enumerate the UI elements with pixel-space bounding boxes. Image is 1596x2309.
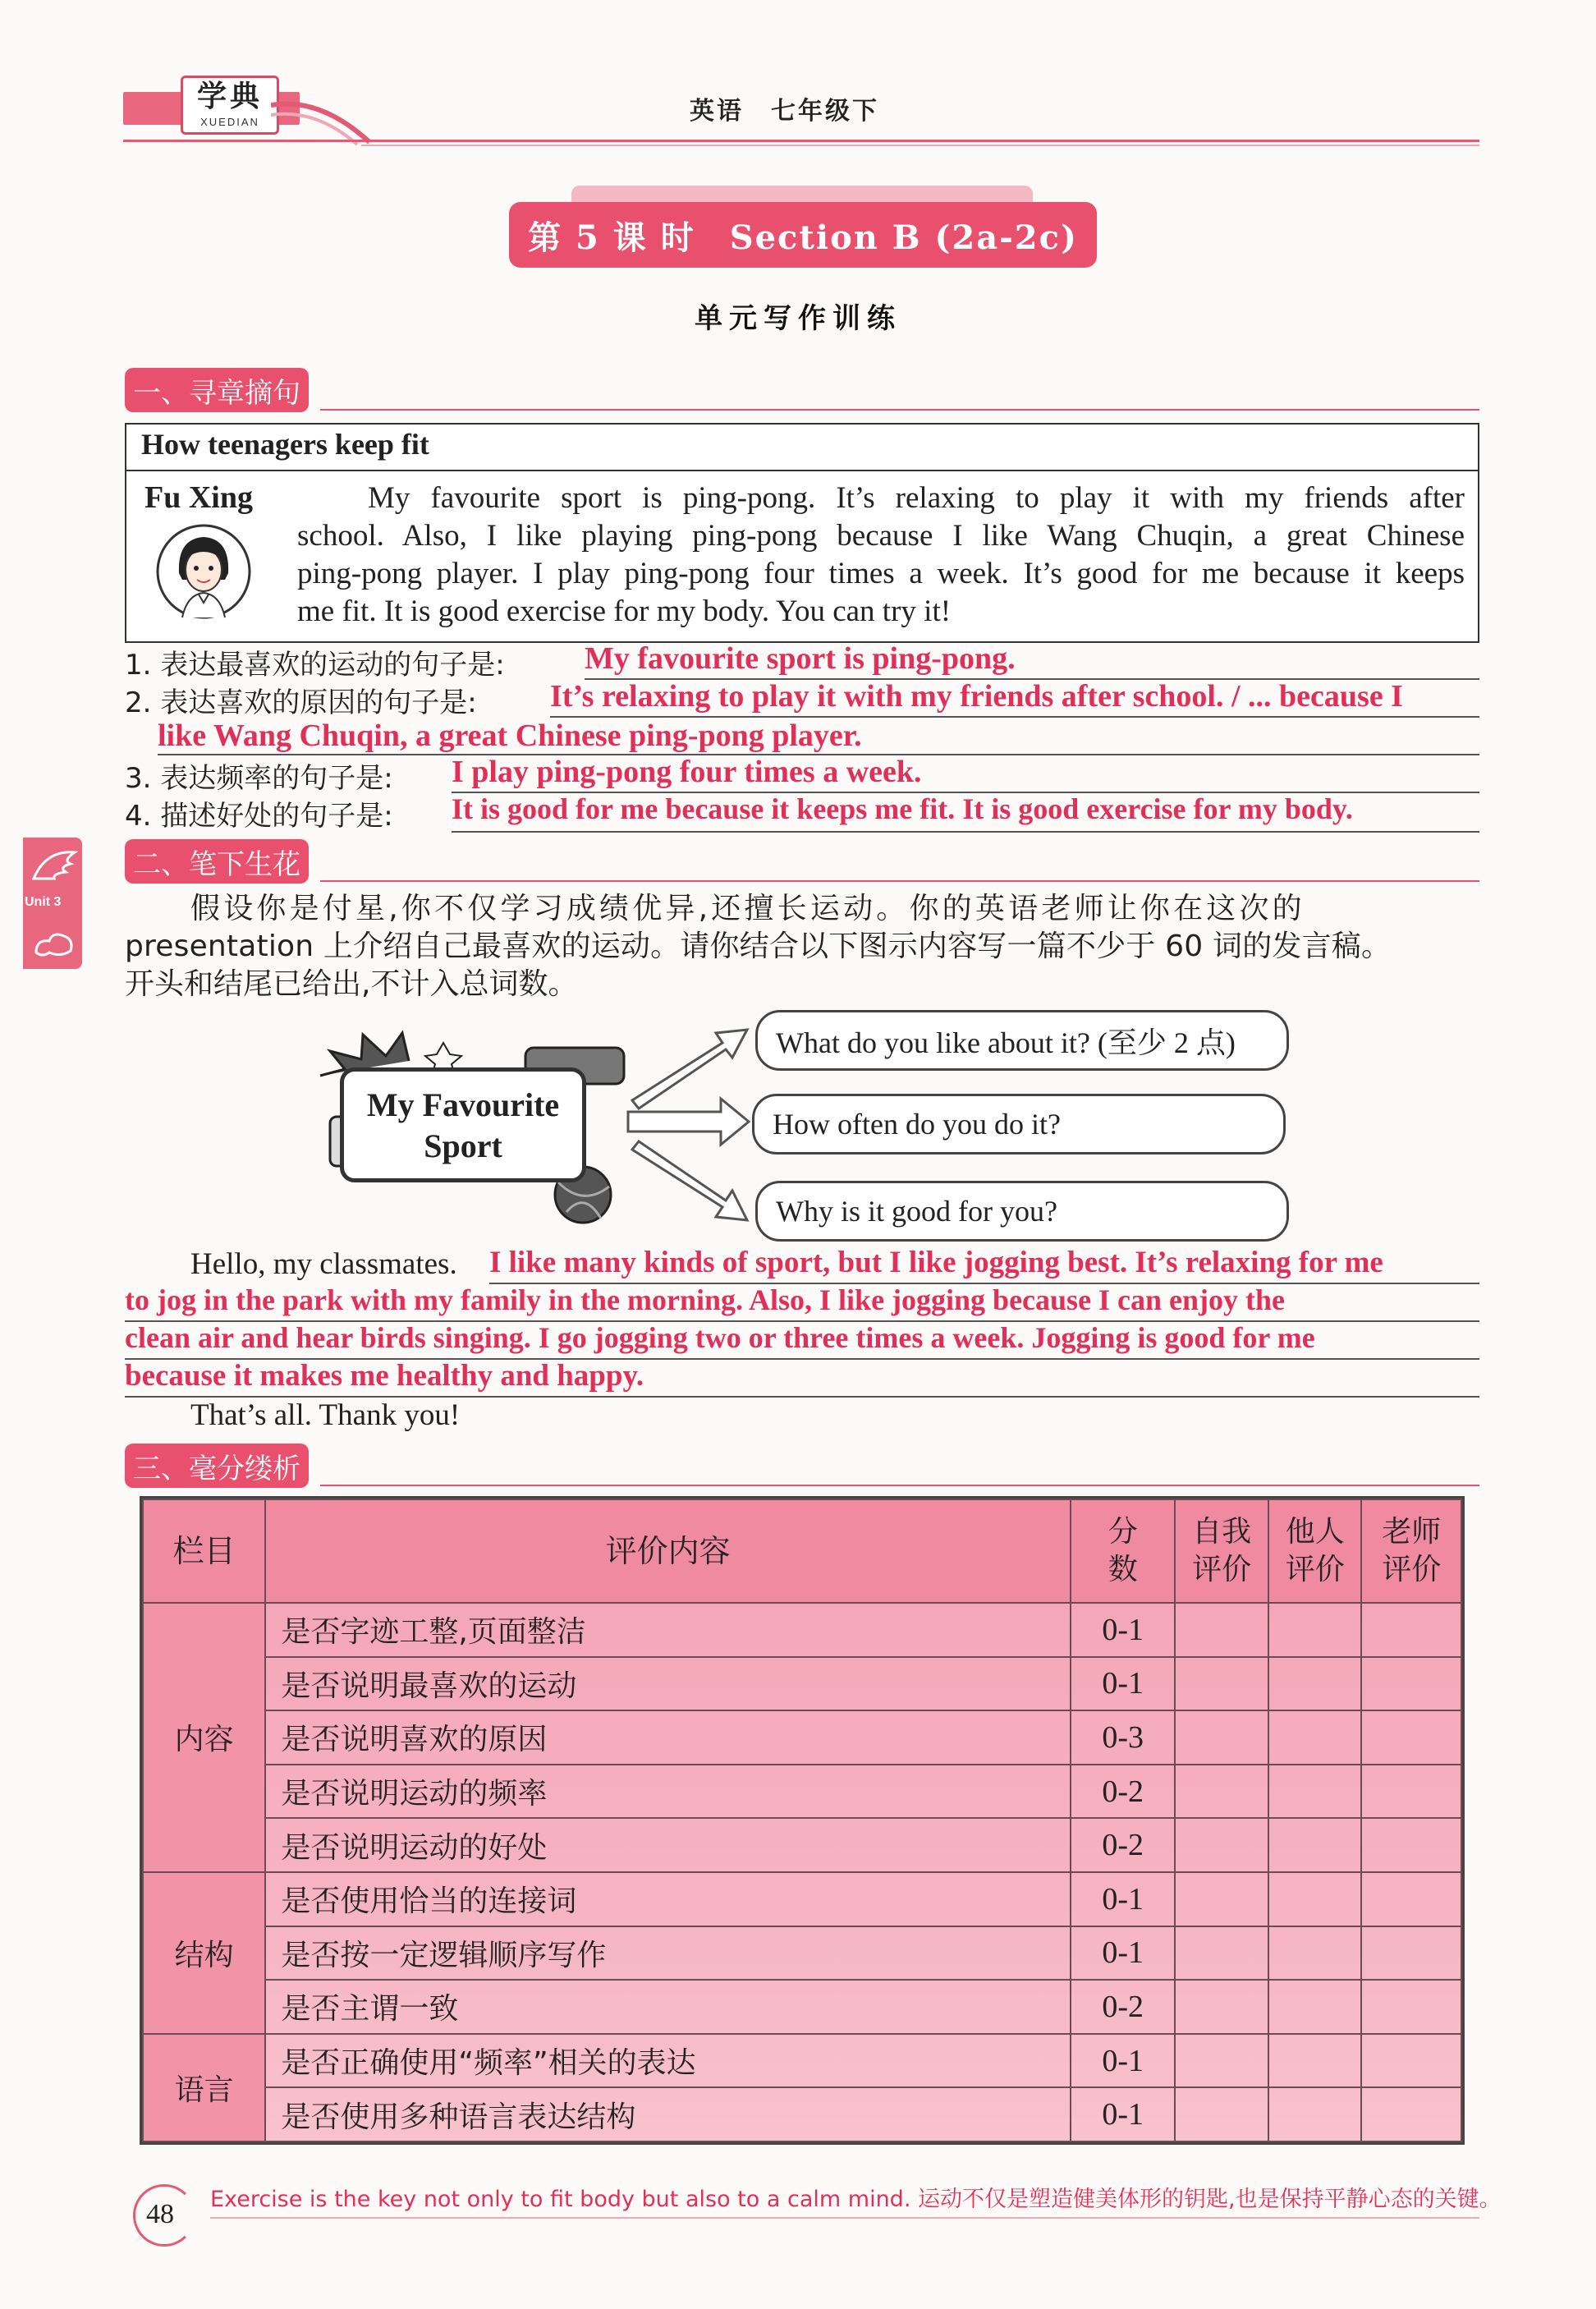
row-item: 是否说明喜欢的原因 (265, 1710, 1071, 1765)
self-eval-cell[interactable] (1175, 1818, 1268, 1872)
cloud-swirl-icon (31, 928, 77, 961)
prompt-bubble-2: How often do you do it? (752, 1094, 1286, 1154)
self-eval-cell[interactable] (1175, 1980, 1268, 2034)
row-score: 0-1 (1071, 1657, 1175, 1711)
self-eval-cell[interactable] (1175, 1926, 1268, 1981)
header-score (1071, 1499, 1175, 1603)
peer-eval-cell[interactable] (1268, 1657, 1362, 1711)
row-item: 是否主谓一致 (265, 1980, 1071, 2034)
girl-avatar-icon (154, 522, 253, 621)
reading-line-2: school. Also, I like playing ping-pong because I like Wang Chuqin, a great Chinese (297, 519, 1465, 553)
teacher-eval-cell[interactable] (1361, 2034, 1461, 2088)
question-2-prompt: 2. 表达喜欢的原因的句子是: (125, 686, 477, 719)
header-rule (123, 140, 1479, 142)
instruction-line-2: presentation 上介绍自己最喜欢的运动。请你结合以下图示内容写一篇不少于 60 词的发言稿。 (125, 930, 1392, 963)
reading-line-4: me fit. It is good exercise for my body. You can try it! (297, 594, 952, 628)
row-score: 0-1 (1071, 1603, 1175, 1657)
row-item: 是否正确使用“频率”相关的表达 (265, 2034, 1071, 2088)
category-language: 语言 (143, 2034, 265, 2141)
table-row (143, 1603, 1461, 1657)
diagram-arrows (624, 1010, 755, 1232)
row-score: 0-3 (1071, 1710, 1175, 1765)
table-row (143, 2087, 1461, 2141)
my-favourite-sport-sign (340, 1067, 586, 1182)
unit-side-tab-label: Unit 3 (25, 895, 62, 909)
peer-eval-cell[interactable] (1268, 1710, 1362, 1765)
table-row (143, 1872, 1461, 1926)
teacher-eval-cell[interactable] (1361, 1818, 1461, 1872)
self-eval-cell[interactable] (1175, 1603, 1268, 1657)
section-rule-3 (320, 1485, 1479, 1486)
reading-line-1: My favourite sport is ping-pong. It’s relaxing to play it with my friends after (368, 481, 1465, 515)
essay-answer-line-2: to jog in the park with my family in the morning. Also, I like jogging because I can enjoy the (125, 1283, 1286, 1316)
table-row (143, 1818, 1461, 1872)
wing-icon (30, 846, 79, 887)
row-item: 是否说明运动的频率 (265, 1765, 1071, 1819)
question-3-answer: I play ping-pong four times a week. (452, 755, 922, 789)
self-eval-cell[interactable] (1175, 1872, 1268, 1926)
instruction-line-3: 开头和结尾已给出,不计入总词数。 (125, 967, 578, 1001)
question-1-prompt: 1. 表达最喜欢的运动的句子是: (125, 649, 505, 682)
section-tag-3: 三、毫分缕析 (125, 1444, 309, 1488)
peer-eval-cell[interactable] (1268, 1603, 1362, 1657)
essay-opening: Hello, my classmates. (190, 1247, 457, 1281)
row-item: 是否说明最喜欢的运动 (265, 1657, 1071, 1711)
header-score-1: 分 (1108, 1515, 1138, 1549)
reading-title: How teenagers keep fit (141, 428, 429, 461)
teacher-eval-cell[interactable] (1361, 1657, 1461, 1711)
instruction-line-1: 假设你是付星,你不仅学习成绩优异,还擅长运动。你的英语老师让你在这次的 (190, 892, 1305, 925)
question-4-prompt: 4. 描述好处的句子是: (125, 800, 393, 833)
header-teacher-1: 老师 (1382, 1515, 1442, 1549)
brand-logo-en: XUEDIAN (200, 116, 259, 128)
peer-eval-cell[interactable] (1268, 1872, 1362, 1926)
self-eval-cell[interactable] (1175, 2087, 1268, 2141)
brand-logo (181, 76, 279, 135)
row-item: 是否字迹工整,页面整洁 (265, 1603, 1071, 1657)
header-self-2: 评价 (1192, 1553, 1252, 1586)
sign-line-2: Sport (424, 1127, 502, 1164)
brand-logo-cn: 学典 (196, 80, 263, 113)
lesson-title: 第 5 课 时 Section B (2a-2c) (509, 202, 1097, 268)
prompt-bubble-3: Why is it good for you? (755, 1181, 1289, 1242)
self-eval-cell[interactable] (1175, 1657, 1268, 1711)
lesson-subtitle: 单元写作训练 (695, 302, 901, 335)
self-eval-cell[interactable] (1175, 1765, 1268, 1819)
header-teacher-2: 评价 (1382, 1553, 1442, 1586)
peer-eval-cell[interactable] (1268, 2034, 1362, 2088)
row-score: 0-2 (1071, 1980, 1175, 2034)
question-4-answer: It is good for me because it keeps me fit. It is good exercise for my body. (452, 792, 1353, 825)
header-column: 栏目 (143, 1499, 265, 1603)
peer-eval-cell[interactable] (1268, 1818, 1362, 1872)
row-item: 是否使用恰当的连接词 (265, 1872, 1071, 1926)
question-3-prompt: 3. 表达频率的句子是: (125, 762, 393, 795)
peer-eval-cell[interactable] (1268, 1765, 1362, 1819)
row-score: 0-2 (1071, 1765, 1175, 1819)
peer-eval-cell[interactable] (1268, 2087, 1362, 2141)
peer-eval-cell[interactable] (1268, 1926, 1362, 1981)
category-content: 内容 (143, 1603, 265, 1872)
sign-line-1: My Favourite (366, 1086, 560, 1123)
self-eval-cell[interactable] (1175, 2034, 1268, 2088)
essay-answer-line-4: because it makes me healthy and happy. (125, 1359, 644, 1393)
header-rule-light (361, 145, 1479, 146)
table-row (143, 1765, 1461, 1819)
table-row (143, 1657, 1461, 1711)
section-rule-2 (320, 880, 1479, 882)
row-item: 是否使用多种语言表达结构 (265, 2087, 1071, 2141)
header-self-1: 自我 (1192, 1515, 1252, 1549)
row-score: 0-1 (1071, 1926, 1175, 1981)
teacher-eval-cell[interactable] (1361, 1980, 1461, 2034)
teacher-eval-cell[interactable] (1361, 2087, 1461, 2141)
section-tag-2: 二、笔下生花 (125, 839, 309, 884)
question-2-answer: It’s relaxing to play it with my friends after school. / ... because I (550, 679, 1403, 714)
row-score: 0-1 (1071, 1872, 1175, 1926)
table-row (143, 1980, 1461, 2034)
evaluation-table (140, 1496, 1465, 2145)
reading-line-3: ping-pong player. I play ping-pong four times a week. It’s good for me because it keeps (297, 557, 1465, 590)
book-title: 英语 七年级下 (690, 97, 879, 126)
row-item: 是否按一定逻辑顺序写作 (265, 1926, 1071, 1981)
table-row (143, 2034, 1461, 2088)
essay-answer-line-1: I like many kinds of sport, but I like jogging best. It’s relaxing for me (489, 1246, 1383, 1279)
category-structure: 结构 (143, 1872, 265, 2034)
teacher-eval-cell[interactable] (1361, 1603, 1461, 1657)
row-score: 0-1 (1071, 2087, 1175, 2141)
header-content: 评价内容 (265, 1499, 1071, 1603)
self-eval-cell[interactable] (1175, 1710, 1268, 1765)
section-rule-1 (320, 409, 1479, 411)
table-row (143, 1926, 1461, 1981)
table-row (143, 1710, 1461, 1765)
header-self-eval (1175, 1499, 1268, 1603)
essay-closing: That’s all. Thank you! (190, 1398, 461, 1432)
header-swoosh-decoration (271, 97, 378, 146)
header-teacher-eval (1361, 1499, 1461, 1603)
question-2-answer-cont: like Wang Chuqin, a great Chinese ping-pong player. (158, 718, 862, 753)
teacher-eval-cell[interactable] (1361, 1765, 1461, 1819)
essay-answer-line-3: clean air and hear birds singing. I go jogging two or three times a week. Jogging is good for me (125, 1321, 1315, 1354)
header-peer-eval (1268, 1499, 1362, 1603)
section-tag-1: 一、寻章摘句 (125, 368, 309, 412)
peer-eval-cell[interactable] (1268, 1980, 1362, 2034)
footer-quote: Exercise is the key not only to fit body but also to a calm mind. 运动不仅是塑造健美体形的钥匙,也是保持平静心态的关键。 (210, 2187, 1502, 2212)
footer-rule (210, 2217, 1479, 2219)
teacher-eval-cell[interactable] (1361, 1710, 1461, 1765)
answer-line (452, 831, 1479, 833)
teacher-eval-cell[interactable] (1361, 1872, 1461, 1926)
question-1-answer: My favourite sport is ping-pong. (585, 641, 1016, 676)
row-item: 是否说明运动的好处 (265, 1818, 1071, 1872)
row-score: 0-2 (1071, 1818, 1175, 1872)
prompt-bubble-1: What do you like about it? (至少 2 点) (755, 1010, 1289, 1071)
header-peer-1: 他人 (1285, 1515, 1345, 1549)
page-number: 48 (146, 2199, 174, 2229)
reading-author: Fu Xing (144, 480, 253, 515)
row-score: 0-1 (1071, 2034, 1175, 2088)
header-peer-2: 评价 (1285, 1553, 1345, 1586)
reading-divider (125, 470, 1479, 471)
teacher-eval-cell[interactable] (1361, 1926, 1461, 1981)
header-score-2: 数 (1108, 1553, 1138, 1586)
